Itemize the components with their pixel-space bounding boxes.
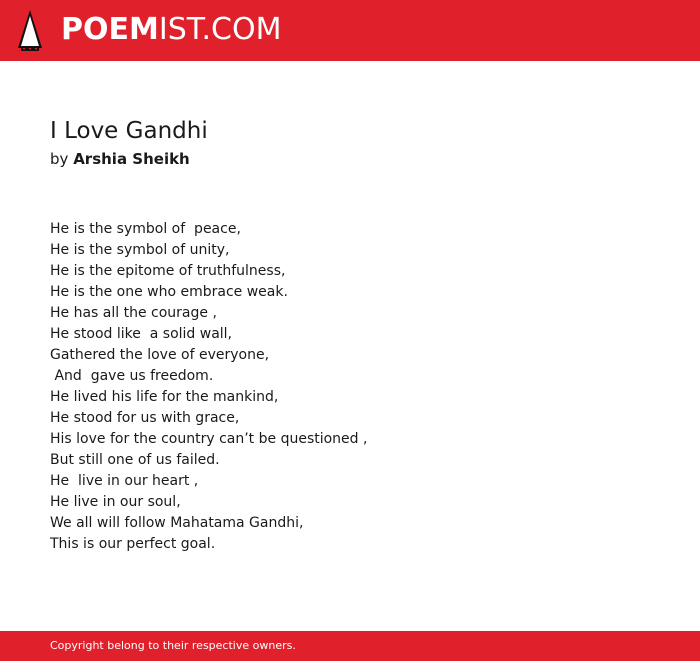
poem-line: We all will follow Mahatama Gandhi, <box>50 515 304 531</box>
poem-line: He is the symbol of peace, <box>50 221 241 237</box>
author-name: Arshia Sheikh <box>73 150 190 168</box>
poem-line: But still one of us failed. <box>50 452 220 468</box>
poem-line: He live in our soul, <box>50 494 181 510</box>
poem-line: He stood for us with grace, <box>50 410 240 426</box>
byline-prefix: by <box>50 150 69 168</box>
poem-body <box>50 219 367 555</box>
logo-light-text: IST.COM <box>158 12 282 47</box>
poem-line: Gathered the love of everyone, <box>50 347 270 363</box>
poem-line: He is the symbol of unity, <box>50 242 230 258</box>
poem-title: I Love Gandhi <box>50 118 208 144</box>
site-footer <box>0 631 700 661</box>
poem-line: He has all the courage , <box>50 305 217 321</box>
poem-line: He live in our heart , <box>50 473 199 489</box>
poem-line: He is the one who embrace weak. <box>50 284 288 300</box>
copyright-text: Copyright belong to their respective owners. <box>50 639 296 652</box>
site-logo[interactable] <box>61 12 281 48</box>
poem-line: He is the epitome of truthfulness, <box>50 263 286 279</box>
pencil-icon[interactable] <box>18 10 42 52</box>
site-header <box>0 0 700 61</box>
poem-line: He lived his life for the mankind, <box>50 389 279 405</box>
poem-line: This is our perfect goal. <box>50 536 216 552</box>
byline <box>50 149 190 169</box>
poem-line: And gave us freedom. <box>50 368 214 384</box>
logo-bold-text: POEM <box>61 12 159 47</box>
poem-line: His love for the country can’t be questioned , <box>50 431 368 447</box>
poem-line: He stood like a solid wall, <box>50 326 233 342</box>
